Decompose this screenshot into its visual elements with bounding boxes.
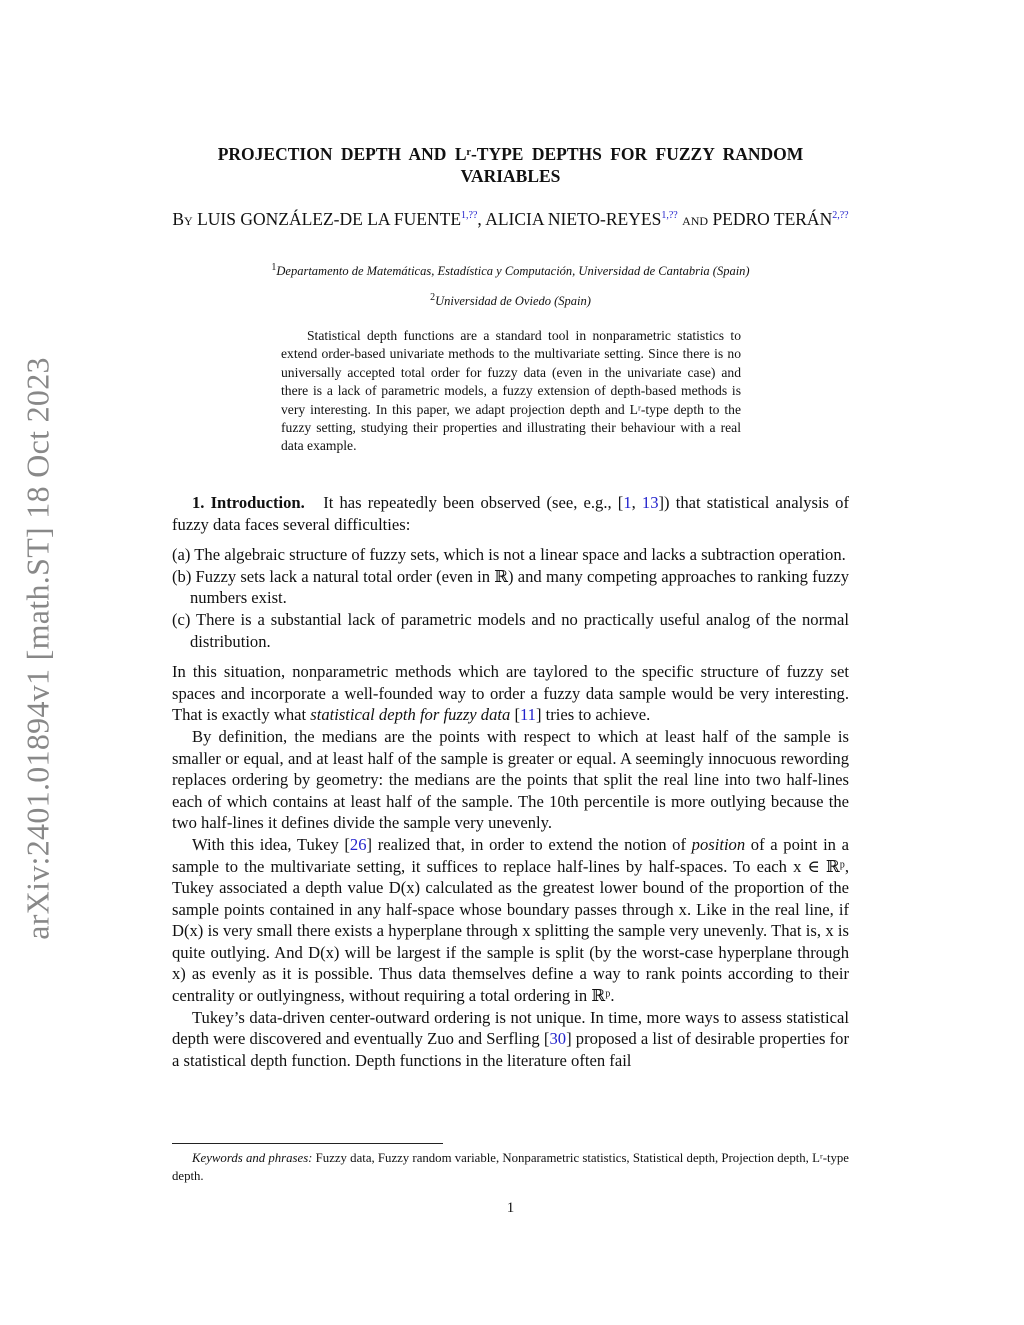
by-label: By — [172, 208, 193, 229]
affiliation-1 — [172, 262, 849, 279]
citation-link[interactable]: 1 — [623, 493, 632, 512]
difficulties-list — [172, 544, 849, 652]
text: Tukey’s data-driven center-outward ordering is not unique. In time, more ways to assess statistical depth were discovered and eventually Zuo and Serfling [ — [172, 1007, 849, 1049]
emphasis: statistical depth for fuzzy data — [310, 705, 511, 725]
text: of a point in a sample to the multivariate setting, it suffices to replace half-lines by half-spaces. To each x ∈ ℝᵖ, Tukey associated a depth value D(x) calculated as the greatest lower bound of the proportion of the sample points contained in any half-space whose boundary passes through x. Like in the real line, if D(x) is very small there exists a hyperplane through x splitting the sample very unevenly. That is, x is quite outlying. And D(x) will be largest if the sample is split (by the worst-case hyperplane through x) as evenly as it is possible. Thus data themselves define a way to rank points according to their centrality or outlyingness, without requiring a total ordering in ℝᵖ. — [172, 834, 849, 1006]
section-heading: 1. Introduction. — [192, 493, 305, 512]
intro-paragraph-2 — [172, 661, 849, 726]
citation-link[interactable]: 30 — [549, 1029, 567, 1049]
text: ] proposed a list of desirable properties for a statistical depth function. Depth functions in the literature often fail — [172, 1029, 850, 1070]
author-1: LUIS GONZÁLEZ-DE LA FUENTE — [197, 208, 462, 229]
and-label: and — [677, 208, 713, 229]
author-2-affil-link[interactable]: 1,?? — [661, 210, 678, 221]
abstract: Statistical depth functions are a standard tool in nonparametric statistics to extend order-based univariate methods to the multivariate setting. Since there is no universally accepted total order for fuzzy data (even in the univariate case) and there is a lack of parametric models, a fuzzy extension of depth-based methods is very interesting. In this paper, we adapt projection depth and Lʳ-type depth to the fuzzy setting, studying their properties and illustrating their behaviour with a real data example. — [281, 328, 741, 454]
intro-paragraph-4 — [172, 834, 849, 1007]
text: It has repeatedly been observed (see, e.g., [ — [323, 493, 624, 512]
list-item: (a) The algebraic structure of fuzzy sets, which is not a linear space and lacks a subtraction operation. — [172, 545, 846, 565]
footnote-rule — [172, 1143, 443, 1144]
affiliation-text: Departamento de Matemáticas, Estadística y Computación, Universidad de Cantabria (Spain) — [276, 264, 750, 279]
page-number: 1 — [506, 1200, 515, 1216]
author-2: , ALICIA NIETO-REYES — [477, 208, 662, 229]
text: In this situation, nonparametric methods which are taylored to the specific structure of fuzzy set spaces and incorporate a well-founded way to order a fuzzy data sample would be very interesting. That is exactly what — [172, 662, 849, 725]
list-item: (c) There is a substantial lack of parametric models and no practically useful analog of the normal distribution. — [172, 609, 849, 651]
paper-title: PROJECTION DEPTH AND Lʳ-TYPE DEPTHS FOR FUZZY RANDOM VARIABLES — [217, 144, 804, 186]
intro-paragraph-1 — [172, 492, 849, 535]
citation-link[interactable]: 26 — [349, 834, 367, 854]
citation-link[interactable]: 11 — [520, 705, 536, 725]
text: ]) that statistical analysis of fuzzy data faces several difficulties: — [172, 493, 849, 534]
citation-link[interactable]: 13 — [641, 493, 659, 512]
text: With this idea, Tukey [ — [192, 834, 350, 854]
keywords-label: Keywords and phrases: — [192, 1151, 313, 1165]
list-item: (b) Fuzzy sets lack a natural total order (even in ℝ) and many competing approaches to ranking fuzzy numbers exist. — [172, 566, 849, 608]
emphasis: position — [691, 834, 746, 854]
affiliation-number: 2 — [430, 292, 436, 303]
affiliation-text: Universidad de Oviedo (Spain) — [435, 294, 591, 309]
arxiv-stamp: arXiv:2401.01894v1 [math.ST] 18 Oct 2023 — [19, 357, 56, 940]
text: ] realized that, in order to extend the notion of — [366, 834, 692, 854]
affiliation-number: 1 — [271, 262, 277, 273]
keywords-footnote — [172, 1149, 849, 1185]
keywords-text: Fuzzy data, Fuzzy random variable, Nonparametric statistics, Statistical depth, Projection depth, Lʳ-type depth. — [172, 1151, 849, 1183]
author-list — [172, 205, 849, 230]
text: ] tries to achieve. — [535, 705, 651, 725]
text: , — [631, 493, 642, 512]
author-3: PEDRO TERÁN — [712, 208, 833, 229]
intro-paragraph-3: By definition, the medians are the points with respect to which at least half of the sample is smaller or equal, and at least half of the sample is greater or equal. A seemingly innocuous rewording replaces ordering by geometry: the medians are the points that split the real line into two half-lines each of which contains at least half of the sample. The 10th percentile is more outlying because the two half-lines it defines divide the sample very unevenly. — [172, 726, 849, 833]
text: [ — [510, 705, 520, 725]
author-1-affil-link[interactable]: 1,?? — [461, 210, 478, 221]
introduction-section — [172, 492, 849, 1071]
affiliation-2 — [172, 292, 849, 309]
author-3-affil-link[interactable]: 2,?? — [832, 210, 849, 221]
intro-paragraph-5 — [172, 1007, 849, 1072]
